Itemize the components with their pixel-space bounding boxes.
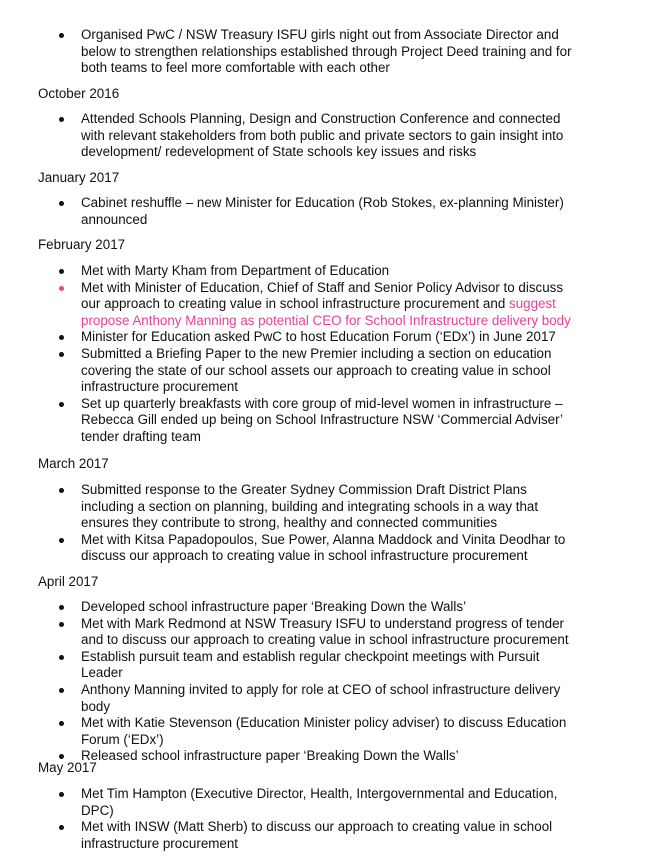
list-item: Met with Kitsa Papadopoulos, Sue Power, Alanna Maddock and Vinita Deodhar to discuss our approach to creating value in school infrastructure procurement	[0, 532, 573, 565]
bullet-icon	[59, 402, 64, 407]
bullet-icon	[59, 117, 64, 122]
list-item: Developed school infrastructure paper ‘Breaking Down the Walls’	[0, 599, 573, 616]
bullet-list	[0, 786, 650, 852]
bullet-list	[0, 482, 650, 565]
bullet-list	[0, 111, 650, 161]
list-item: Cabinet reshuffle – new Minister for Education (Rob Stokes, ex-planning Minister) announced	[0, 195, 573, 228]
bullet-icon	[59, 688, 64, 693]
bullet-icon	[59, 538, 64, 543]
bullet-icon	[59, 605, 64, 610]
bullet-list	[0, 599, 650, 765]
list-item: Met with Katie Stevenson (Education Minister policy adviser) to discuss Education Forum (‘EDx’)	[0, 715, 573, 748]
list-item: Establish pursuit team and establish regular checkpoint meetings with Pursuit Leader	[0, 649, 573, 682]
bullet-icon	[59, 825, 64, 830]
list-item: Submitted a Briefing Paper to the new Premier including a section on education covering the state of our school assets our approach to creating value in school infrastructure procurement	[0, 346, 573, 396]
bullet-icon	[59, 269, 64, 274]
list-item: Attended Schools Planning, Design and Construction Conference and connected with relevant stakeholders from both public and private sectors to gain insight into development/ redevelopment of State schools key issues and risks	[0, 111, 573, 161]
bullet-list	[0, 195, 650, 228]
list-item: Released school infrastructure paper ‘Breaking Down the Walls’	[0, 748, 573, 765]
section-heading: February 2017	[38, 237, 126, 252]
list-item: Minister for Education asked PwC to host Education Forum (‘EDx’) in June 2017	[0, 329, 573, 346]
list-item: Anthony Manning invited to apply for role at CEO of school infrastructure delivery body	[0, 682, 573, 715]
section-heading: May 2017	[38, 760, 97, 775]
bullet-icon	[59, 721, 64, 726]
bullet-icon	[59, 792, 64, 797]
bullet-icon	[59, 286, 64, 291]
bullet-icon	[59, 622, 64, 627]
bullet-icon	[59, 488, 64, 493]
list-item: Met with Marty Kham from Department of Education	[0, 263, 573, 280]
list-item: Met Tim Hampton (Executive Director, Health, Intergovernmental and Education, DPC)	[0, 786, 573, 819]
list-item: Organised PwC / NSW Treasury ISFU girls night out from Associate Director and below to strengthen relationships established through Project Deed training and for both teams to feel more comfortable with each other	[0, 27, 573, 77]
section-heading: March 2017	[38, 456, 109, 471]
list-item: Met with INSW (Matt Sherb) to discuss our approach to creating value in school infrastructure procurement	[0, 819, 573, 852]
bullet-icon	[59, 33, 64, 38]
section-heading: October 2016	[38, 86, 120, 101]
highlighted-text: suggest propose Anthony Manning as potential CEO for School Infrastructure delivery body	[81, 296, 571, 328]
bullet-icon	[59, 335, 64, 340]
list-item: Met with Minister of Education, Chief of Staff and Senior Policy Advisor to discuss our approach to creating value in school infrastructure procurement and suggest propose Anthony Manning as potential CEO for School Infrastructure delivery body	[0, 280, 573, 330]
list-item: Met with Mark Redmond at NSW Treasury ISFU to understand progress of tender and to discuss our approach to creating value in school infrastructure procurement	[0, 616, 573, 649]
bullet-list	[0, 27, 650, 77]
section-heading: April 2017	[38, 574, 99, 589]
list-item: Submitted response to the Greater Sydney Commission Draft District Plans including a section on planning, building and integrating schools in a way that ensures they contribute to strong, healthy and connected communities	[0, 482, 573, 532]
bullet-icon	[59, 352, 64, 357]
list-item: Set up quarterly breakfasts with core group of mid-level women in infrastructure – Rebecca Gill ended up being on School Infrastructure NSW ‘Commercial Adviser’ tender drafting team	[0, 396, 573, 446]
bullet-icon	[59, 655, 64, 660]
bullet-list	[0, 263, 650, 446]
bullet-icon	[59, 201, 64, 206]
section-heading: January 2017	[38, 170, 120, 185]
